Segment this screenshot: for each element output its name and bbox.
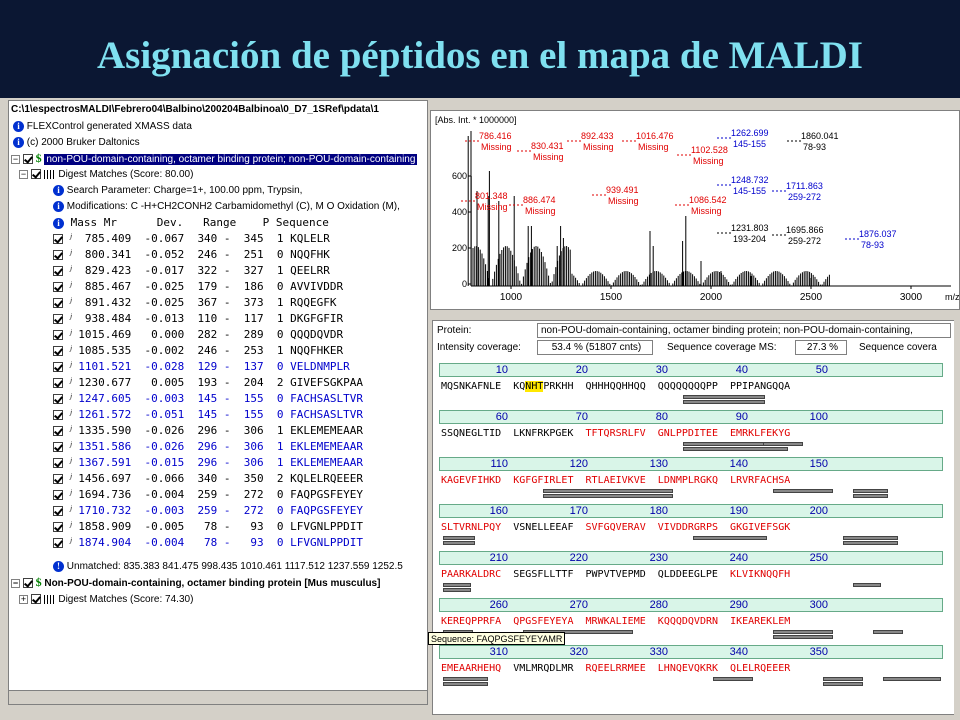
position-number: 40 (735, 364, 748, 376)
checkbox[interactable] (53, 458, 63, 468)
x-tick-label: 1000 (499, 292, 523, 303)
collapse-icon[interactable]: − (12, 577, 19, 588)
peak-sublabel: Missing (691, 206, 722, 216)
peptide-row[interactable]: ʲ 1874.904 -0.004 78 - 93 0 LFVGNLPPDIT (53, 535, 363, 550)
peptide-row[interactable]: ʲ 1230.677 0.005 193 - 204 2 GIVEFSGKPAA (53, 375, 363, 390)
position-number: 270 (569, 599, 588, 611)
peak-icon: ʲ (69, 263, 72, 277)
peptide-row[interactable]: ʲ 1247.605 -0.003 145 - 155 0 FACHSASLTVR (53, 391, 363, 406)
checkbox[interactable] (53, 426, 63, 436)
peak-label: 1262.699 (731, 128, 769, 138)
position-number: 300 (809, 599, 828, 611)
peak-icon: ʲ (69, 503, 72, 517)
info-icon: ! (53, 561, 64, 572)
peak-icon: ʲ (69, 295, 72, 309)
position-number: 330 (649, 646, 668, 658)
position-number: 70 (575, 411, 588, 423)
position-number: 210 (489, 552, 508, 564)
peak-icon: ʲ (69, 519, 72, 533)
checkbox[interactable] (53, 394, 63, 404)
coverage-panel (432, 320, 960, 715)
position-number: 80 (655, 411, 668, 423)
modifications: i Modifications: C -H+CH2CONH2 Carbamidomethyl (C), M O Oxidation (M), (53, 199, 400, 214)
coverage-bar[interactable] (443, 677, 488, 681)
peptide-row[interactable]: ʲ 1085.535 -0.002 246 - 253 1 NQQFHKER (53, 343, 343, 358)
checkbox[interactable] (23, 154, 33, 164)
position-ruler (439, 645, 943, 659)
peptide-row[interactable]: ʲ 1101.521 -0.028 129 - 137 0 VELDNMPLR (53, 359, 350, 374)
position-ruler (439, 410, 943, 424)
coverage-bar[interactable] (443, 541, 475, 545)
peptide-row[interactable]: ʲ 938.484 -0.013 110 - 117 1 DKGFGFIR (53, 311, 343, 326)
checkbox[interactable] (53, 314, 63, 324)
seqcov-label: Sequence coverage MS: (667, 342, 777, 353)
checkbox[interactable] (53, 522, 63, 532)
digest2-node[interactable]: + Digest Matches (Score: 74.30) (20, 593, 194, 605)
sequence-line[interactable]: EMEAARHEHQ VMLMRQDLMR RQEELRRMEE LHNQEVQKRK QLELRQEEER (441, 663, 791, 674)
peak-icon: ʲ (69, 359, 72, 373)
checkbox[interactable] (53, 330, 63, 340)
y-tick-label: 200 (451, 243, 467, 253)
coverage-bar[interactable] (683, 447, 788, 451)
info-icon: i (13, 121, 24, 132)
peak-sublabel: Missing (525, 206, 556, 216)
coverage-bar[interactable] (543, 489, 673, 493)
peak-label: 1695.866 (786, 225, 824, 235)
position-ruler (439, 551, 943, 565)
x-axis-unit: m/z (945, 292, 960, 302)
coverage-bar[interactable] (853, 489, 888, 493)
position-ruler (439, 363, 943, 377)
peak-sublabel: Missing (481, 142, 512, 152)
info-icon: i (53, 201, 64, 212)
table-header: i Mass Mr Dev. Range P Sequence (53, 215, 329, 230)
checkbox[interactable] (53, 250, 63, 260)
coverage-bar[interactable] (683, 395, 765, 399)
y-tick-label: 600 (451, 171, 467, 181)
peak-icon: ʲ (69, 311, 72, 325)
position-number: 100 (809, 411, 828, 423)
checkbox[interactable] (53, 490, 63, 500)
peptide-row[interactable]: ʲ 800.341 -0.052 246 - 251 0 NQQFHK (53, 247, 330, 262)
position-number: 220 (569, 552, 588, 564)
position-number: 130 (649, 458, 668, 470)
coverage-bar[interactable] (763, 442, 803, 446)
coverage-bar[interactable] (543, 494, 673, 498)
protein1-node[interactable]: − $ non-POU-domain-containing, octamer binding protein; non-POU-domain-containing (12, 151, 416, 165)
peptide-row[interactable]: ʲ 1367.591 -0.015 296 - 306 1 EKLEMEMEAAR (53, 455, 363, 470)
coverage-bar[interactable] (843, 536, 898, 540)
intensity-field[interactable]: 53.4 % (51807 cnts) (537, 340, 653, 355)
intensity-label: Intensity coverage: (437, 342, 521, 353)
peak-icon: ʲ (69, 279, 72, 293)
position-number: 50 (815, 364, 828, 376)
position-number: 350 (809, 646, 828, 658)
sequence-tooltip: Sequence: FAQPGSFEYEYAMR (428, 632, 565, 645)
checkbox[interactable] (53, 506, 63, 516)
peak-icon: ʲ (69, 391, 72, 405)
peak-icon: ʲ (69, 439, 72, 453)
coverage-bar[interactable] (773, 630, 833, 634)
x-tick-label: 2000 (699, 292, 723, 303)
collapse-icon[interactable]: − (20, 168, 27, 179)
peak-sublabel: Missing (608, 196, 639, 206)
coverage-bar[interactable] (443, 682, 488, 686)
y-tick-label: 0 (461, 279, 467, 289)
peptide-row[interactable]: ʲ 785.409 -0.067 340 - 345 1 KQLELR (53, 231, 330, 246)
copyright-note: i (c) 2000 Bruker Daltonics (13, 135, 140, 150)
sequence-line[interactable]: SLTVRNLPQY VSNELLEEAF SVFGQVERAV VIVDDRGRPS GKGIVEFSGK (441, 522, 791, 533)
position-number: 340 (729, 646, 748, 658)
position-number: 160 (489, 505, 508, 517)
app-window (0, 98, 960, 720)
checkbox[interactable] (53, 442, 63, 452)
checkbox[interactable] (53, 346, 63, 356)
peak-sublabel: 145-155 (733, 186, 767, 196)
dollar-icon: $ (35, 151, 42, 165)
info-icon: i (53, 185, 64, 196)
peptide-row[interactable]: ʲ 1858.909 -0.005 78 - 93 0 LFVGNLPPDIT (53, 519, 363, 534)
coverage-bar[interactable] (773, 489, 833, 493)
peak-icon: ʲ (69, 327, 72, 341)
peak-label: 1016.476 (636, 131, 674, 141)
seqcov2-label: Sequence covera (859, 342, 937, 353)
position-number: 10 (495, 364, 508, 376)
peak-label: 1711.863 (786, 181, 823, 191)
peak-label: 1860.041 (801, 131, 839, 141)
coverage-bar[interactable] (823, 677, 863, 681)
coverage-bar[interactable] (883, 677, 941, 681)
peptide-row[interactable]: ʲ 1456.697 -0.066 340 - 350 2 KQLELRQEEER (53, 471, 363, 486)
coverage-bar[interactable] (873, 630, 903, 634)
peptide-row[interactable]: ʲ 1710.732 -0.003 259 - 272 0 FAQPGSFEYEY (53, 503, 363, 518)
coverage-bar[interactable] (443, 583, 471, 587)
info-icon: i (13, 137, 24, 148)
peak-sublabel: 259-272 (788, 192, 822, 202)
peak-icon: ʲ (69, 535, 72, 549)
position-number: 320 (569, 646, 588, 658)
position-number: 20 (575, 364, 588, 376)
spectrum-icon (44, 595, 56, 604)
position-number: 170 (569, 505, 588, 517)
peak-label: 939.491 (606, 185, 639, 195)
coverage-bar[interactable] (713, 677, 753, 681)
peak-sublabel: Missing (477, 202, 508, 212)
expand-icon[interactable]: + (20, 593, 27, 604)
position-number: 180 (649, 505, 668, 517)
results-tree[interactable] (8, 100, 428, 705)
checkbox[interactable] (31, 594, 41, 604)
peptide-row[interactable]: ʲ 1351.586 -0.026 296 - 306 1 EKLEMEMEAAR (53, 439, 363, 454)
peak-label: 801.348 (475, 191, 508, 201)
peak-sublabel: Missing (583, 142, 614, 152)
peak-label: 892.433 (581, 131, 614, 141)
position-number: 110 (490, 458, 508, 470)
x-tick-label: 3000 (899, 292, 923, 303)
peak-label: 886.474 (523, 195, 556, 205)
protein-label: Protein: (437, 325, 472, 336)
position-number: 30 (655, 364, 668, 376)
position-number: 90 (735, 411, 748, 423)
position-ruler (439, 457, 943, 471)
peak-sublabel: Missing (638, 142, 669, 152)
x-tick-label: 1500 (599, 292, 623, 303)
peptide-row[interactable]: ʲ 1015.469 0.000 282 - 289 0 QQQDQVDR (53, 327, 343, 342)
coverage-bar[interactable] (443, 536, 475, 540)
dollar-icon: $ (35, 575, 42, 589)
peak-icon: ʲ (69, 343, 72, 357)
checkbox[interactable] (53, 234, 63, 244)
peptide-row[interactable]: ʲ 1261.572 -0.051 145 - 155 0 FACHSASLTVR (53, 407, 363, 422)
peptide-row[interactable]: ʲ 885.467 -0.025 179 - 186 0 AVVIVDDR (53, 279, 343, 294)
sequence-line[interactable]: PAARKALDRC SEGSFLLTTF PWPVTVEPMD QLDDEEGLPE KLVIKNQQFH (441, 569, 791, 580)
position-number: 120 (569, 458, 588, 470)
peak-sublabel: 193-204 (733, 234, 767, 244)
y-tick-label: 400 (451, 207, 467, 217)
protein-field[interactable]: non-POU-domain-containing, octamer binding protein; non-POU-domain-containing, (537, 323, 951, 338)
position-ruler (439, 504, 943, 518)
position-number: 260 (489, 599, 508, 611)
y-axis-label: [Abs. Int. * 1000000] (435, 115, 517, 125)
position-number: 150 (809, 458, 828, 470)
file-path[interactable]: C:\1\espectrosMALDI\Febrero04\Balbino\200204Balbinoa\0_D7_1SRef\pdata\1 (11, 104, 379, 115)
xmass-note: i FLEXControl generated XMASS data (13, 119, 192, 134)
position-number: 280 (649, 599, 668, 611)
position-ruler (439, 598, 943, 612)
unmatched: ! Unmatched: 835.383 841.475 998.435 1010.461 1117.512 1237.559 1252.5 (53, 559, 403, 574)
sequence-line[interactable]: KAGEVFIHKD KGFGFIRLET RTLAEIVKVE LDNMPLRGKQ LRVRFACHSA (441, 475, 791, 486)
checkbox[interactable] (31, 169, 41, 179)
peptide-row[interactable]: ʲ 829.423 -0.017 322 - 327 1 QEELRR (53, 263, 330, 278)
position-number: 230 (649, 552, 668, 564)
peptide-row[interactable]: ʲ 1335.590 -0.026 296 - 306 1 EKLEMEMEAAR (53, 423, 363, 438)
position-number: 250 (809, 552, 828, 564)
position-number: 310 (489, 646, 508, 658)
collapse-icon[interactable]: − (12, 153, 19, 164)
slide-title: Asignación de péptidos en el mapa de MALDI (0, 0, 960, 98)
coverage-bar[interactable] (443, 588, 471, 592)
peak-sublabel: 78-93 (861, 240, 885, 250)
checkbox[interactable] (53, 410, 63, 420)
checkbox[interactable] (53, 298, 63, 308)
coverage-bar[interactable] (823, 682, 863, 686)
sequence-line[interactable]: SSQNEGLTID LKNFRKPGEK TFTQRSRLFV GNLPPDITEE EMRKLFEKYG (441, 428, 791, 439)
coverage-bar[interactable] (693, 536, 767, 540)
spectrum-panel (430, 110, 960, 310)
peak-sublabel: 259-272 (788, 236, 822, 246)
coverage-bar[interactable] (843, 541, 898, 545)
search-param: i Search Parameter: Charge=1+, 100.00 ppm, Trypsin, (53, 183, 302, 198)
position-number: 240 (729, 552, 748, 564)
peak-label: 1248.732 (731, 175, 769, 185)
peak-icon: ʲ (69, 231, 72, 245)
sequence-line[interactable]: KEREQPPRFA QPGSFEYEYA MRWKALIEME KQQQDQVDRN IKEAREKLEM (441, 616, 791, 627)
info-icon: i (53, 218, 64, 229)
checkbox[interactable] (23, 578, 33, 588)
coverage-bar[interactable] (853, 494, 888, 498)
peak-label: 1102.528 (691, 145, 728, 155)
coverage-bar[interactable] (773, 635, 833, 639)
position-number: 200 (809, 505, 828, 517)
peak-label: 830.431 (531, 141, 564, 151)
peak-icon: ʲ (69, 247, 72, 261)
peak-icon: ʲ (69, 471, 72, 485)
checkbox[interactable] (53, 378, 63, 388)
coverage-bar[interactable] (853, 583, 881, 587)
checkbox[interactable] (53, 362, 63, 372)
digest1-node[interactable]: − Digest Matches (Score: 80.00) (20, 168, 194, 180)
position-number: 140 (729, 458, 748, 470)
peak-icon: ʲ (69, 423, 72, 437)
peak-sublabel: Missing (533, 152, 564, 162)
peptide-row[interactable]: ʲ 891.432 -0.025 367 - 373 1 RQQEGFK (53, 295, 337, 310)
sequence-line[interactable]: MQSNKAFNLE KQNHTPRKHH QHHHQQHHQQ QQQQQQQQPP PPIPANGQQA (441, 381, 791, 392)
vertical-scrollbar[interactable] (954, 320, 960, 715)
position-number: 290 (729, 599, 748, 611)
peak-label: 1876.037 (859, 229, 897, 239)
peptide-row[interactable]: ʲ 1694.736 -0.004 259 - 272 0 FAQPGSFEYEY (53, 487, 363, 502)
spectrum-icon (44, 170, 56, 179)
checkbox[interactable] (53, 282, 63, 292)
peak-label: 1231.803 (731, 223, 769, 233)
peak-sublabel: 78-93 (803, 142, 827, 152)
x-tick-label: 2500 (799, 292, 823, 303)
peak-sublabel: 145-155 (733, 139, 767, 149)
peak-icon: ʲ (69, 487, 72, 501)
horizontal-scrollbar[interactable] (9, 690, 427, 704)
checkbox[interactable] (53, 538, 63, 548)
spectrum-peaks (468, 136, 829, 286)
peak-sublabel: Missing (693, 156, 724, 166)
checkbox[interactable] (53, 474, 63, 484)
peak-icon: ʲ (69, 375, 72, 389)
peak-label: 786.416 (479, 131, 512, 141)
peak-label: 1086.542 (689, 195, 727, 205)
position-number: 190 (729, 505, 748, 517)
peak-icon: ʲ (69, 407, 72, 421)
peak-icon: ʲ (69, 455, 72, 469)
checkbox[interactable] (53, 266, 63, 276)
coverage-bar[interactable] (683, 400, 765, 404)
protein2-node[interactable]: − $ Non-POU-domain-containing, octamer binding protein [Mus musculus] (12, 575, 381, 589)
position-number: 60 (495, 411, 508, 423)
seqcov-field[interactable]: 27.3 % (795, 340, 847, 355)
spectrum-chart (431, 111, 960, 311)
